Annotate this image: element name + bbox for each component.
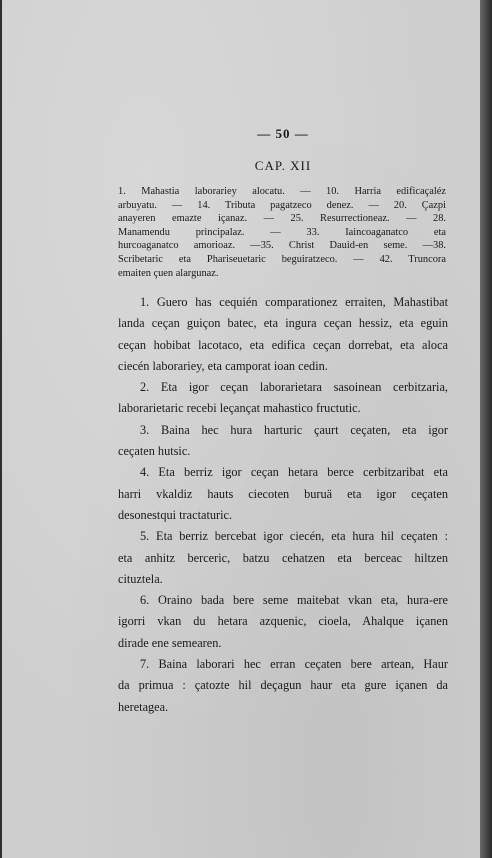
verse	[118, 420, 448, 463]
verse-line: landa ceçan guiçon batec, eta ingura ceçan hessiz, eta eguin	[118, 316, 448, 331]
verse-line: 7. Baina laborari hec erran ceçaten bere artean, Haur	[140, 657, 448, 672]
verse-line: harri vkaldiz hauts ciecoten buruä eta igor ceçaten	[118, 486, 448, 501]
chapter-heading: CAP. XII	[254, 158, 312, 173]
verse	[118, 654, 448, 718]
summary-line: 1. Mahastia laborariey alocatu. — 10. Harria edificaçaléz	[118, 186, 446, 197]
verse-line: desonestqui tractaturic.	[118, 507, 233, 522]
verse	[118, 526, 448, 590]
summary-line: Manamendu principalaz. — 33. Iaincoaganatco eta	[118, 226, 446, 238]
verse-line: laborarietaric recebi leçançat mahastico fructutic.	[118, 401, 361, 416]
summary-line: emaiten çuen alargunaz.	[118, 267, 219, 279]
verse-line: da primua : çatozte hil deçagun haur eta gure içanen da	[118, 678, 448, 693]
verse	[118, 292, 448, 377]
verse-line: 3. Baina hec hura harturic çaurt ceçaten, eta igor	[140, 422, 448, 437]
page-gutter-shadow	[480, 0, 492, 858]
verse-line: ceçan hobibat lacotaco, eta edifica ceçan dorrebat, eta aloca	[118, 337, 448, 352]
verse-line: eta anhitz berceric, batzu cehatzen eta berceac hiltzen	[118, 550, 448, 565]
verse	[118, 377, 448, 420]
verse-line: dirade ene semearen.	[118, 635, 222, 650]
verse-line: igorri vkan du hetara azquenic, cioela, Ahalque içanen	[118, 614, 448, 629]
verse-line: 6. Oraino bada bere seme maitebat vkan eta, hura-ere	[140, 593, 448, 608]
summary-line: arbuyatu. — 14. Tributa pagatzeco denez. — 20. Çazpi	[118, 199, 446, 211]
chapter-body	[118, 292, 448, 718]
verse-line: cituztela.	[118, 571, 163, 586]
verse-line: ciecén laborariey, eta camporat ioan cedin.	[118, 358, 328, 373]
summary-line: Scribetaric eta Phariseuetaric beguiratzeco. — 42. Truncora	[118, 253, 446, 265]
summary-line: hurcoaganatco amorioaz. —35. Christ Dauid-en seme. —38.	[118, 240, 446, 252]
verse-line: 5. Eta berriz bercebat igor ciecén, eta hura hil ceçaten :	[140, 529, 448, 544]
verse-line: 4. Eta berriz igor ceçan hetara berce cerbitzaribat eta	[140, 465, 448, 480]
verse-line: ceçaten hutsic.	[118, 444, 191, 459]
verse	[118, 462, 448, 526]
verse-line: 1. Guero has cequién comparationez erraiten, Mahastibat	[140, 295, 448, 309]
summary-line: anayeren emazte içanaz. — 25. Resurrectioneaz. — 28.	[118, 213, 446, 225]
verse-line: heretagea.	[118, 699, 169, 714]
page-number: — 50 —	[257, 126, 309, 141]
book-page	[2, 0, 480, 858]
chapter-summary	[118, 185, 446, 280]
verse	[118, 590, 448, 654]
verse-line: 2. Eta igor ceçan laborarietara sasoinean cerbitzaria,	[140, 380, 448, 395]
